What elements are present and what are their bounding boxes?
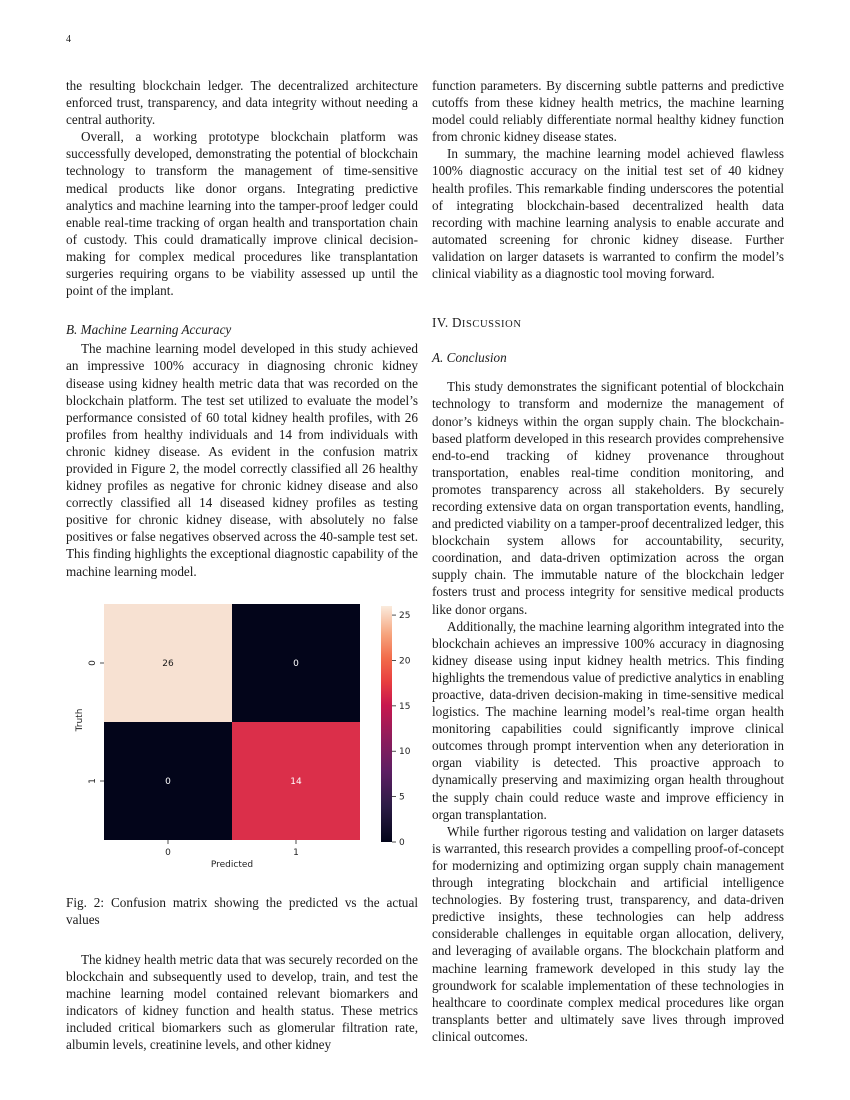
section-title-initial: D bbox=[452, 315, 462, 331]
cell-label-1-1: 14 bbox=[290, 776, 302, 787]
cell-label-0-1: 0 bbox=[293, 658, 299, 669]
left-paragraph-2: Overall, a working prototype blockchain platform was successfully developed, demonstrating the potential of blockchain technology to transform the management of time-sensitive medical products like donor organs. Integrating predictive analytics and machine learning into the tamper-proof ledger could enable real-time tracking of organ health and transportation chain of custody. This could dramatically improve clinical decision-making for complex medical procedures like transplantation surgeries requiring organs to be viability assessed up until the point of the implant. bbox=[66, 129, 418, 299]
colorbar-tick-label-3: 15 bbox=[399, 701, 411, 712]
left-paragraph-1: the resulting blockchain ledger. The decentralized architecture enforced trust, transparency, and data integrity without needing a central authority. bbox=[66, 78, 418, 128]
cell-label-1-0: 0 bbox=[165, 776, 171, 787]
colorbar-tick-label-0: 0 bbox=[399, 837, 405, 848]
section-number: IV. bbox=[432, 315, 449, 331]
colorbar-tick-label-1: 5 bbox=[399, 792, 405, 803]
subsection-heading-conclusion: A. Conclusion bbox=[432, 350, 507, 366]
confusion-matrix-figure bbox=[66, 594, 418, 884]
colorbar bbox=[381, 606, 392, 842]
left-paragraph-4: The kidney health metric data that was securely recorded on the blockchain and subsequently used to develop, train, and test the machine learning model contained relevant biomarkers and indicators of kidney function and health status. These metrics included critical biomarkers such as glomerular filtration rate, albumin levels, creatinine levels, and other kidney bbox=[66, 951, 418, 1053]
heatmap-cells bbox=[104, 604, 360, 840]
section-title-rest: ISCUSSION bbox=[461, 319, 522, 331]
colorbar-tick-label-4: 20 bbox=[399, 656, 411, 667]
colorbar-tick-label-5: 25 bbox=[399, 610, 411, 621]
section-heading-b: B. Machine Learning Accuracy bbox=[66, 322, 232, 338]
colorbar-tick-label-2: 10 bbox=[399, 746, 411, 757]
y-tick-label-0: 0 bbox=[88, 659, 98, 666]
section-heading-discussion bbox=[432, 314, 784, 333]
left-paragraph-3: The machine learning model developed in this study achieved an impressive 100% accuracy in diagnosing chronic kidney disease using kidney health metric data that was recorded on the blockchain platform. The test set utilized to evaluate the model’s performance consisted of 60 total kidney health profiles, with 26 profiles from healthy individuals and 14 from individuals with chronic kidney disease. As evident in the confusion matrix provided in Figure 2, the model correctly classified all 26 healthy kidney profiles as negative for chronic kidney disease and also correctly classified all 14 diseased kidney profiles as testing positive for chronic kidney disease, with absolutely no false positives or false negatives observed across the 40-sample test set. This finding highlights the exceptional diagnostic capability of the machine learning model. bbox=[66, 341, 418, 579]
left-column bbox=[66, 77, 418, 1053]
cell-label-0-0: 26 bbox=[162, 658, 174, 669]
y-tick-label-1: 1 bbox=[88, 777, 98, 784]
right-column bbox=[432, 77, 784, 1045]
confusion-matrix-chart bbox=[66, 594, 418, 884]
x-tick-label-1: 1 bbox=[293, 847, 299, 858]
x-tick-label-0: 0 bbox=[165, 847, 171, 858]
right-paragraph-3: This study demonstrates the significant potential of blockchain technology to transform and modernize the management of donor’s kidneys within the organ supply chain. The blockchain-based platform developed in this research provides comprehensive end-to-end tracking of kidney provenance throughout transportation, enables real-time condition monitoring, and promotes transparency across all stakeholders. By securely recording extensive data on organ transportation events, handling, and predicted viability on a tamper-proof decentralized ledger, this blockchain system allows for accountability, security, coordination, and data-driven optimization across the organ supply chain. The immutable nature of the blockchain ledger fosters trust and process integrity for sensitive medical products like donor organs. bbox=[432, 379, 784, 617]
right-paragraph-5: While further rigorous testing and validation on larger datasets is warranted, this research provides a compelling proof-of-concept for modernizing and optimizing organ supply chain management through integrating blockchain and artificial intelligence technologies. By fostering trust, transparency, and data-driven predictive insights, these technologies can help address considerable challenges in equitable organ allocation, delivery, and leveraging of available organs. The blockchain platform and machine learning framework developed in this study lay the groundwork for scalable implementation of these technologies in healthcare to coordinate complex medical procedures like organ transplants better and ultimately save lives through improved clinical outcomes. bbox=[432, 823, 784, 1044]
right-paragraph-2: In summary, the machine learning model achieved flawless 100% diagnostic accuracy on the initial test set of 40 kidney health profiles. This remarkable finding underscores the potential of integrating blockchain-based decentralized health data recording with machine learning analysis to enable accurate and automated screening for chronic kidney disease. Further validation on larger datasets is warranted to confirm the model’s clinical viability as a diagnostic tool moving forward. bbox=[432, 146, 784, 282]
x-axis-label: Predicted bbox=[210, 859, 254, 870]
figure-caption: Fig. 2: Confusion matrix showing the predicted vs the actual values bbox=[66, 894, 418, 927]
y-axis-label: Truth bbox=[75, 708, 85, 732]
right-paragraph-1: function parameters. By discerning subtle patterns and predictive cutoffs from these kidney health metrics, the machine learning model could reliably differentiate normal healthy kidney function from chronic kidney disease states. bbox=[432, 78, 784, 145]
right-paragraph-4: Additionally, the machine learning algorithm integrated into the blockchain achieves an impressive 100% accuracy in diagnosing kidney disease using input kidney health metrics. This finding highlights the tremendous value of predictive analytics in enabling proactive, data-driven decision-making in time-sensitive medical logistics. The machine learning model’s real-time organ health monitoring capabilities could significantly improve clinical outcomes through prompt intervention when any deterioration in organ viability is detected. This proactive approach to dynamically preserving and maximizing organ health throughout the supply chain could reduce waste and improve efficiency in organ transplantation. bbox=[432, 618, 784, 822]
colorbar-ticks bbox=[392, 611, 411, 848]
page-number: 4 bbox=[66, 34, 71, 45]
